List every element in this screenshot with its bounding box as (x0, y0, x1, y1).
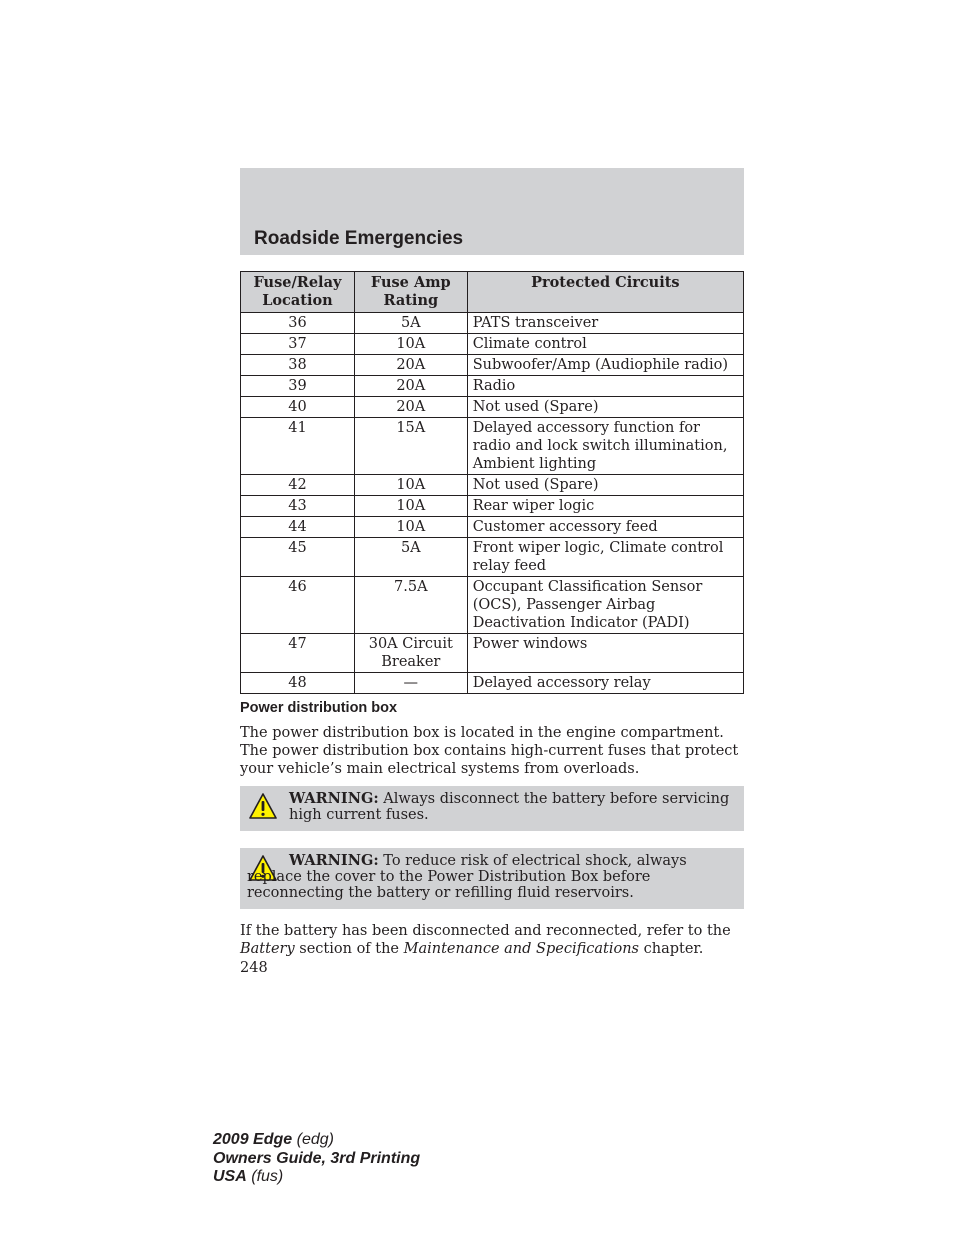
cell-location: 42 (241, 475, 355, 496)
warning-body: To reduce risk of electrical shock, always replace the cover to the Power Distribution Box before reconnecting the battery or refilling fluid reservoirs. (247, 853, 687, 901)
cell-location: 46 (241, 577, 355, 634)
cell-amp: 5A (354, 313, 467, 334)
cell-circuit: Not used (Spare) (467, 397, 743, 418)
closing-middle: section of the (299, 941, 400, 957)
cell-circuit: Rear wiper logic (467, 496, 743, 517)
cell-amp: 5A (354, 538, 467, 577)
column-header-text: Location (262, 292, 333, 309)
page-number: 248 (240, 960, 268, 976)
cell-circuit: Subwoofer/Amp (Audiophile radio) (467, 355, 743, 376)
cell-circuit: Not used (Spare) (467, 475, 743, 496)
table-row (241, 355, 744, 376)
closing-paragraph (240, 922, 744, 958)
column-header-circuits (467, 272, 743, 313)
cell-location: 47 (241, 634, 355, 673)
cell-location: 37 (241, 334, 355, 355)
table-row (241, 496, 744, 517)
table-row (241, 538, 744, 577)
closing-suffix: chapter. (643, 941, 704, 957)
cell-location: 43 (241, 496, 355, 517)
table-row (241, 475, 744, 496)
column-header-text: Rating (383, 292, 439, 309)
footer (213, 1131, 420, 1187)
column-header-text: Fuse/Relay (253, 274, 342, 291)
section-title: Roadside Emergencies (254, 228, 464, 249)
warning-box (240, 848, 744, 909)
footer-model-code: (edg) (296, 1131, 334, 1148)
cell-amp: 10A (354, 517, 467, 538)
column-header-text: Protected Circuits (531, 274, 680, 291)
cell-location: 48 (241, 673, 355, 694)
table-row (241, 634, 744, 673)
cell-amp: 10A (354, 475, 467, 496)
warning-box (240, 786, 744, 831)
table-row (241, 418, 744, 475)
table-row (241, 577, 744, 634)
cell-location: 38 (241, 355, 355, 376)
cell-amp: 20A (354, 355, 467, 376)
table-row (241, 376, 744, 397)
cell-location: 44 (241, 517, 355, 538)
cell-location: 39 (241, 376, 355, 397)
warning-text (289, 791, 735, 823)
footer-market-code: (fus) (251, 1168, 284, 1185)
table-row (241, 313, 744, 334)
cell-circuit: Occupant Classification Sensor (OCS), Passenger Airbag Deactivation Indicator (PADI) (467, 577, 743, 634)
section-heading: Power distribution box (240, 700, 398, 716)
cell-amp: 30A Circuit Breaker (354, 634, 467, 673)
cell-circuit: Customer accessory feed (467, 517, 743, 538)
table-row (241, 397, 744, 418)
warning-label: WARNING: (289, 852, 379, 869)
cell-amp: 10A (354, 496, 467, 517)
closing-prefix: If the battery has been disconnected and reconnected, refer to the (240, 923, 731, 939)
warning-text (247, 853, 737, 901)
warning-body: Always disconnect the battery before servicing high current fuses. (289, 791, 730, 823)
intro-paragraph: The power distribution box is located in the engine compartment. The power distribution box contains high-current fuses that protect your vehicle’s main electrical systems from overloads. (240, 725, 739, 777)
cell-circuit: Power windows (467, 634, 743, 673)
column-header-text: Fuse Amp (370, 274, 451, 291)
chapter-reference: Maintenance and Specifications (403, 941, 639, 957)
cell-circuit: Front wiper logic, Climate control relay feed (467, 538, 743, 577)
cell-amp: 15A (354, 418, 467, 475)
cell-location: 41 (241, 418, 355, 475)
cell-location: 36 (241, 313, 355, 334)
cell-amp: — (354, 673, 467, 694)
cell-amp: 20A (354, 376, 467, 397)
warning-triangle-icon (248, 792, 278, 820)
cell-circuit: Climate control (467, 334, 743, 355)
footer-guide: Owners Guide, 3rd Printing (213, 1149, 421, 1167)
table-row (241, 517, 744, 538)
cell-amp: 7.5A (354, 577, 467, 634)
footer-market: USA (213, 1168, 247, 1185)
cell-circuit: Delayed accessory function for radio and lock switch illumination, Ambient lighting (467, 418, 743, 475)
column-header-location (241, 272, 355, 313)
cell-circuit: PATS transceiver (467, 313, 743, 334)
cell-amp: 10A (354, 334, 467, 355)
cell-circuit: Delayed accessory relay (467, 673, 743, 694)
cell-amp: 20A (354, 397, 467, 418)
battery-reference: Battery (240, 941, 295, 957)
footer-model: 2009 Edge (213, 1131, 293, 1148)
table-row (241, 334, 744, 355)
warning-label: WARNING: (289, 790, 379, 807)
cell-location: 40 (241, 397, 355, 418)
cell-circuit: Radio (467, 376, 743, 397)
column-header-amp (354, 272, 467, 313)
cell-location: 45 (241, 538, 355, 577)
fuse-table (240, 271, 744, 694)
table-row (241, 673, 744, 694)
table-header-row (241, 272, 744, 313)
